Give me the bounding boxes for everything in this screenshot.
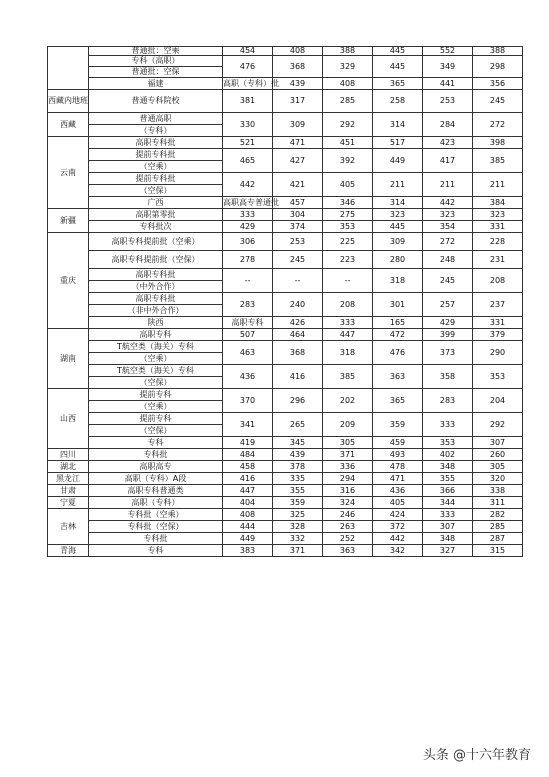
- score-cell: 333: [323, 317, 373, 329]
- score-cell: 463: [223, 341, 273, 365]
- table-row: [48, 521, 523, 533]
- table-row: [48, 293, 523, 305]
- score-cell: 445: [373, 56, 423, 78]
- category-cell: T航空类（海关）专科: [89, 341, 223, 353]
- score-cell: 371: [273, 545, 323, 557]
- province-cell: 西藏内地班: [48, 90, 89, 113]
- score-cell: 370: [223, 389, 273, 413]
- score-cell: 275: [323, 209, 373, 221]
- score-cell: 211: [373, 173, 423, 197]
- province-cell: 西藏: [48, 113, 89, 137]
- score-cell: 381: [223, 90, 273, 113]
- score-cell: 333: [423, 413, 473, 437]
- score-cell: 332: [273, 533, 323, 545]
- score-cell: 388: [323, 47, 373, 56]
- table-row: [48, 461, 523, 473]
- score-cell: 309: [273, 113, 323, 137]
- score-cell: 429: [423, 317, 473, 329]
- score-cell: 436: [223, 365, 273, 389]
- score-cell: 458: [223, 461, 273, 473]
- score-cell: 245: [273, 251, 323, 269]
- score-cell: 416: [223, 473, 273, 485]
- score-cell: 399: [423, 329, 473, 341]
- score-cell: 252: [323, 533, 373, 545]
- table-row: [48, 389, 523, 401]
- score-cell: 368: [273, 341, 323, 365]
- table-row: [48, 197, 523, 209]
- table-row: [48, 221, 523, 233]
- province-cell: 甘肃: [48, 485, 89, 497]
- score-cell: 366: [423, 485, 473, 497]
- table-row: [48, 437, 523, 449]
- score-cell: 323: [473, 209, 523, 221]
- score-cell: 445: [373, 47, 423, 56]
- table-row: [48, 251, 523, 269]
- table-row: [48, 449, 523, 461]
- province-cell: [48, 47, 89, 90]
- score-cell: 318: [323, 341, 373, 365]
- table-row: [48, 317, 523, 329]
- score-cell: --: [323, 269, 373, 293]
- category-cell: （非中外合作）: [89, 305, 223, 317]
- score-cell: 365: [373, 389, 423, 413]
- category-cell: （中外合作）: [89, 281, 223, 293]
- score-cell: 331: [473, 317, 523, 329]
- province-cell: 吉林: [48, 509, 89, 545]
- score-cell: 231: [473, 251, 523, 269]
- score-cell: 209: [323, 413, 373, 437]
- table-row: [48, 90, 523, 113]
- score-cell: 260: [473, 449, 523, 461]
- score-cell: 408: [323, 78, 373, 90]
- score-cell: 378: [273, 461, 323, 473]
- score-cell: 283: [423, 389, 473, 413]
- score-cell: 353: [473, 365, 523, 389]
- score-cell: 404: [223, 497, 273, 509]
- score-cell: 521: [223, 137, 273, 149]
- score-cell: 245: [423, 269, 473, 293]
- score-cell: 344: [423, 497, 473, 509]
- score-cell: 442: [223, 173, 273, 197]
- score-cell: 265: [273, 413, 323, 437]
- category-cell: 高职第零批: [89, 209, 223, 221]
- table-row: [48, 533, 523, 545]
- score-cell: 423: [423, 137, 473, 149]
- score-cell: 359: [273, 497, 323, 509]
- score-cell: 165: [373, 317, 423, 329]
- score-cell: 345: [273, 437, 323, 449]
- score-cell: 363: [373, 365, 423, 389]
- table-row: [48, 149, 523, 161]
- score-cell: 416: [273, 365, 323, 389]
- score-table: [47, 46, 523, 557]
- score-cell: 385: [473, 149, 523, 173]
- score-cell: 444: [223, 521, 273, 533]
- score-cell: 304: [273, 209, 323, 221]
- province-cell: 广西: [89, 197, 223, 209]
- category-cell: 高职专科提前批（空保）: [89, 251, 223, 269]
- category-cell: 专科批（空乘）: [89, 509, 223, 521]
- score-cell: 405: [323, 173, 373, 197]
- score-cell: 296: [273, 389, 323, 413]
- score-cell: 346: [323, 197, 373, 209]
- score-cell: 454: [223, 47, 273, 56]
- score-cell: 211: [423, 173, 473, 197]
- score-cell: 379: [473, 329, 523, 341]
- table-row: [48, 545, 523, 557]
- score-cell: 285: [473, 521, 523, 533]
- score-cell: 306: [223, 233, 273, 251]
- category-cell: 提前专科批: [89, 149, 223, 161]
- score-cell: 248: [423, 251, 473, 269]
- score-cell: 427: [273, 149, 323, 173]
- table-row: [48, 137, 523, 149]
- score-cell: 472: [373, 329, 423, 341]
- category-cell: 普通高职: [89, 113, 223, 125]
- province-cell: 青海: [48, 545, 89, 557]
- score-cell: 283: [223, 293, 273, 317]
- score-cell: 314: [373, 113, 423, 137]
- score-cell: 385: [323, 365, 373, 389]
- score-cell: 471: [373, 473, 423, 485]
- score-cell: 384: [473, 197, 523, 209]
- table-row: [48, 47, 523, 56]
- category-cell: 提前专科批: [89, 173, 223, 185]
- table-row: [48, 269, 523, 281]
- score-cell: 325: [273, 509, 323, 521]
- score-cell: 287: [473, 533, 523, 545]
- score-cell: 311: [473, 497, 523, 509]
- score-cell: 323: [423, 209, 473, 221]
- score-cell: 439: [273, 449, 323, 461]
- province-cell: 新疆: [48, 209, 89, 233]
- score-cell: 246: [323, 509, 373, 521]
- score-cell: 204: [473, 389, 523, 413]
- category-cell: 高职专科提前批（空乘）: [89, 233, 223, 251]
- score-cell: 316: [323, 485, 373, 497]
- score-cell: 338: [473, 485, 523, 497]
- score-cell: 507: [223, 329, 273, 341]
- score-cell: 372: [373, 521, 423, 533]
- category-cell: （空保）: [89, 377, 223, 389]
- score-cell: 331: [473, 221, 523, 233]
- score-cell: 223: [323, 251, 373, 269]
- table-row: [48, 233, 523, 251]
- score-cell: 333: [423, 509, 473, 521]
- score-cell: 280: [373, 251, 423, 269]
- score-cell: 284: [423, 113, 473, 137]
- score-cell: 457: [273, 197, 323, 209]
- score-cell: 335: [273, 473, 323, 485]
- score-cell: 323: [373, 209, 423, 221]
- province-cell: 黑龙江: [48, 473, 89, 485]
- score-cell: 417: [423, 149, 473, 173]
- table-row: [48, 473, 523, 485]
- score-cell: 449: [373, 149, 423, 173]
- score-cell: 552: [423, 47, 473, 56]
- score-cell: 253: [423, 90, 473, 113]
- score-cell: 464: [273, 329, 323, 341]
- category-cell: 高职专科批: [89, 293, 223, 305]
- table-row: [48, 485, 523, 497]
- score-cell: 447: [323, 329, 373, 341]
- score-cell: 298: [473, 56, 523, 78]
- province-cell: 湖南: [48, 329, 89, 389]
- score-cell: 292: [473, 413, 523, 437]
- category-cell: 专科批次: [89, 221, 223, 233]
- score-cell: 225: [323, 233, 373, 251]
- table-row: [48, 78, 523, 90]
- score-cell: 245: [473, 90, 523, 113]
- category-cell: 高职专科普通类: [89, 485, 223, 497]
- watermark: 头条 @十六年教育: [422, 748, 531, 763]
- province-cell: 云南: [48, 137, 89, 209]
- table-row: [48, 413, 523, 425]
- score-cell: 356: [473, 78, 523, 90]
- score-cell: 272: [423, 233, 473, 251]
- score-cell: 237: [473, 293, 523, 317]
- score-cell: 301: [373, 293, 423, 317]
- category-cell: 高职高专: [89, 461, 223, 473]
- category-cell: 高职专科批: [89, 137, 223, 149]
- score-cell: 442: [423, 197, 473, 209]
- score-cell: 211: [473, 173, 523, 197]
- score-cell: --: [223, 269, 273, 293]
- table-row: [48, 509, 523, 521]
- score-cell: 359: [373, 413, 423, 437]
- score-cell: 314: [373, 197, 423, 209]
- category-cell: （专科）: [89, 125, 223, 137]
- category-cell: （空保）: [89, 425, 223, 437]
- score-cell: 388: [473, 47, 523, 56]
- score-cell: 320: [473, 473, 523, 485]
- score-cell: 421: [273, 173, 323, 197]
- score-cell: 426: [273, 317, 323, 329]
- table-row: [48, 56, 523, 67]
- table-row: [48, 365, 523, 377]
- score-cell: 348: [423, 533, 473, 545]
- score-cell: 383: [223, 545, 273, 557]
- province-cell: 湖北: [48, 461, 89, 473]
- score-cell: 445: [373, 221, 423, 233]
- category-cell: 高职（专科）批: [223, 78, 279, 88]
- category-cell: 高职专科: [89, 329, 223, 341]
- category-cell: 专科批: [89, 449, 223, 461]
- score-cell: 324: [323, 497, 373, 509]
- score-cell: 240: [273, 293, 323, 317]
- category-cell: 普通专科院校: [89, 90, 223, 113]
- category-cell: 专科批: [89, 533, 223, 545]
- score-cell: 355: [423, 473, 473, 485]
- score-cell: 309: [373, 233, 423, 251]
- score-cell: 408: [223, 509, 273, 521]
- score-cell: 517: [373, 137, 423, 149]
- score-cell: 424: [373, 509, 423, 521]
- score-cell: 317: [273, 90, 323, 113]
- score-cell: 459: [373, 437, 423, 449]
- category-cell: T航空类（海关）专科: [89, 365, 223, 377]
- score-cell: 355: [273, 485, 323, 497]
- score-cell: 328: [273, 521, 323, 533]
- category-cell: 专科: [89, 545, 223, 557]
- province-cell: 陕西: [89, 317, 223, 329]
- score-cell: 408: [273, 47, 323, 56]
- province-cell: 山西: [48, 389, 89, 449]
- score-cell: 329: [323, 56, 373, 78]
- score-cell: 336: [323, 461, 373, 473]
- score-cell: 476: [373, 341, 423, 365]
- score-cell: 353: [423, 437, 473, 449]
- score-cell: 253: [273, 233, 323, 251]
- score-cell: 208: [473, 269, 523, 293]
- category-cell: 高职专科: [223, 317, 273, 329]
- score-cell: 272: [473, 113, 523, 137]
- score-cell: 447: [223, 485, 273, 497]
- score-cell: 402: [423, 449, 473, 461]
- table-row: [48, 497, 523, 509]
- category-cell: 专科批（空保）: [89, 521, 223, 533]
- score-cell: 307: [423, 521, 473, 533]
- table-row: [48, 113, 523, 125]
- score-cell: 327: [423, 545, 473, 557]
- score-cell: 285: [323, 90, 373, 113]
- province-cell: 福建: [89, 78, 223, 90]
- category-cell: 普通批：空保: [89, 67, 223, 78]
- score-cell: 333: [223, 209, 273, 221]
- score-cell: 441: [423, 78, 473, 90]
- score-cell: 484: [223, 449, 273, 461]
- category-cell: 专科: [89, 437, 223, 449]
- score-cell: 354: [423, 221, 473, 233]
- score-cell: --: [273, 269, 323, 293]
- score-cell: 294: [323, 473, 373, 485]
- score-cell: 368: [273, 56, 323, 78]
- province-cell: 重庆: [48, 233, 89, 329]
- category-cell: 提前专科: [89, 413, 223, 425]
- score-cell: 392: [323, 149, 373, 173]
- score-cell: 353: [323, 221, 373, 233]
- category-cell: （空保）: [89, 185, 223, 197]
- score-cell: 290: [473, 341, 523, 365]
- score-cell: 442: [373, 533, 423, 545]
- score-cell: 358: [423, 365, 473, 389]
- score-cell: 263: [323, 521, 373, 533]
- province-cell: 宁夏: [48, 497, 89, 509]
- category-cell: 高职专科批: [89, 269, 223, 281]
- score-cell: 318: [373, 269, 423, 293]
- category-cell: 高职（专科）A段: [89, 473, 223, 485]
- score-cell: 465: [223, 149, 273, 173]
- score-cell: 371: [323, 449, 373, 461]
- score-cell: 258: [373, 90, 423, 113]
- table-row: [48, 209, 523, 221]
- score-cell: 439: [273, 78, 323, 90]
- score-cell: 278: [223, 251, 273, 269]
- score-cell: 436: [373, 485, 423, 497]
- score-cell: 419: [223, 437, 273, 449]
- score-cell: 228: [473, 233, 523, 251]
- table-row: [48, 173, 523, 185]
- score-cell: 471: [273, 137, 323, 149]
- score-cell: 282: [473, 509, 523, 521]
- score-cell: 429: [223, 221, 273, 233]
- score-cell: 349: [423, 56, 473, 78]
- category-cell: 高职高专普通批: [223, 197, 279, 207]
- score-cell: 202: [323, 389, 373, 413]
- category-cell: （空乘）: [89, 353, 223, 365]
- score-cell: 330: [223, 113, 273, 137]
- score-cell: 373: [423, 341, 473, 365]
- score-cell: 365: [373, 78, 423, 90]
- category-cell: （空乘）: [89, 401, 223, 413]
- score-cell: 449: [223, 533, 273, 545]
- score-cell: 398: [473, 137, 523, 149]
- score-cell: 292: [323, 113, 373, 137]
- score-cell: 342: [373, 545, 423, 557]
- score-cell: 315: [473, 545, 523, 557]
- category-cell: 普通批：空乘: [89, 47, 223, 56]
- province-cell: 四川: [48, 449, 89, 461]
- score-cell: 307: [473, 437, 523, 449]
- score-cell: 305: [323, 437, 373, 449]
- table-row: [48, 329, 523, 341]
- score-cell: 451: [323, 137, 373, 149]
- category-cell: 专科（高职）: [89, 56, 223, 67]
- score-cell: 493: [373, 449, 423, 461]
- category-cell: 提前专科: [89, 389, 223, 401]
- category-cell: 高职（专科）: [89, 497, 223, 509]
- score-cell: 348: [423, 461, 473, 473]
- score-cell: 257: [423, 293, 473, 317]
- table-row: [48, 341, 523, 353]
- score-cell: 305: [473, 461, 523, 473]
- score-cell: 363: [323, 545, 373, 557]
- score-cell: 374: [273, 221, 323, 233]
- score-cell: 341: [223, 413, 273, 437]
- score-cell: 478: [373, 461, 423, 473]
- score-cell: 208: [323, 293, 373, 317]
- score-cell: 405: [373, 497, 423, 509]
- category-cell: （空乘）: [89, 161, 223, 173]
- score-cell: 476: [223, 56, 273, 78]
